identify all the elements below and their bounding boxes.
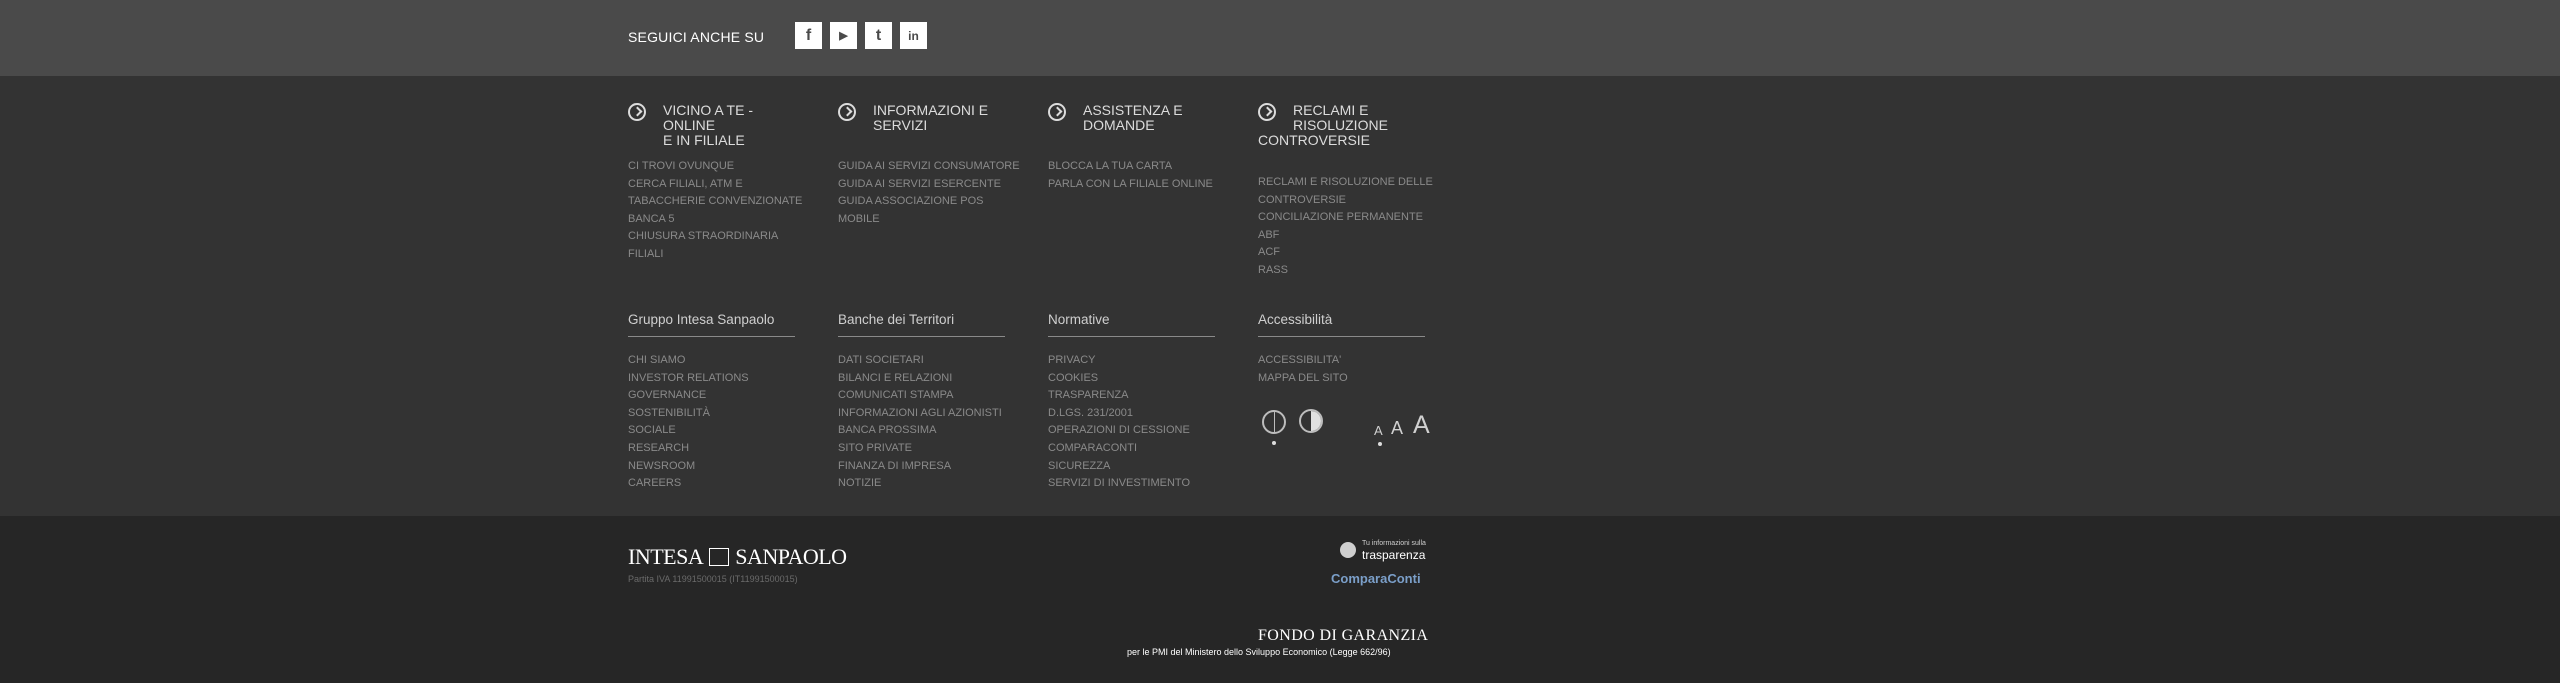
footer-link[interactable]: ACF [1258, 246, 1280, 259]
footer-link[interactable]: INVESTOR RELATIONS [628, 371, 749, 384]
speech-bubble-icon [1340, 542, 1356, 558]
footer-link[interactable]: CONCILIAZIONE PERMANENTE [1258, 211, 1424, 224]
footer-link[interactable]: FILIALI [628, 247, 664, 260]
chevron-circle-icon [1258, 103, 1276, 121]
footer-bottom [0, 516, 2560, 683]
divider [1258, 336, 1425, 337]
chevron-circle-icon [838, 103, 856, 121]
footer-link[interactable]: RESEARCH [628, 441, 690, 454]
vat-number: Partita IVA 11991500015 (IT11991500015) [628, 574, 798, 584]
footer-link[interactable]: CERCA FILIALI, ATM E [628, 177, 743, 190]
footer-main [0, 76, 2560, 516]
footer-link[interactable]: NOTIZIE [838, 477, 882, 490]
linkedin-icon[interactable]: in [900, 22, 927, 49]
font-size-medium[interactable]: A [1391, 418, 1404, 438]
footer-link[interactable]: RASS [1258, 263, 1288, 276]
footer-link[interactable]: GUIDA AI SERVIZI ESERCENTE [838, 177, 1002, 190]
footer-link[interactable]: CHIUSURA STRAORDINARIA [628, 230, 779, 243]
trasparenza-badge[interactable]: Tu informazioni sulla trasparenza [1340, 540, 1426, 562]
footer-link[interactable]: CAREERS [628, 477, 682, 490]
divider [628, 336, 795, 337]
section-links [1048, 352, 1190, 493]
follow-label: SEGUICI ANCHE SU [628, 29, 765, 45]
footer-link[interactable]: D.LGS. 231/2001 [1048, 406, 1134, 419]
social-bar [0, 0, 2560, 76]
section-title-banche: Banche dei Territori [838, 312, 955, 327]
footer-link[interactable]: FINANZA DI IMPRESA [838, 459, 952, 472]
footer-link[interactable]: NEWSROOM [628, 459, 696, 472]
footer-link[interactable]: COOKIES [1048, 371, 1099, 384]
footer-link[interactable]: ACCESSIBILITA' [1258, 354, 1342, 366]
footer-link[interactable]: SOCIALE [628, 424, 676, 437]
footer-link[interactable]: SITO PRIVATE [838, 441, 912, 454]
youtube-icon[interactable]: ▶ [830, 22, 857, 49]
font-size-large[interactable]: A [1413, 411, 1430, 439]
footer-link[interactable]: OPERAZIONI DI CESSIONE [1048, 424, 1190, 437]
footer-link[interactable]: SERVIZI DI INVESTIMENTO [1048, 477, 1191, 490]
column-reclami [1258, 103, 1438, 148]
chevron-circle-icon [628, 103, 646, 121]
column-informazioni-servizi [838, 103, 1018, 133]
divider [1048, 336, 1215, 337]
logo-mark-icon [709, 548, 729, 566]
footer-link[interactable]: RECLAMI E RISOLUZIONE DELLE [1258, 176, 1433, 188]
contrast-high-icon[interactable] [1299, 409, 1323, 433]
footer-link[interactable]: MAPPA DEL SITO [1258, 371, 1348, 384]
contrast-normal-icon[interactable] [1262, 410, 1286, 434]
section-title-normative: Normative [1048, 312, 1110, 327]
footer-link[interactable]: CONTROVERSIE [1258, 193, 1347, 206]
column-title[interactable]: RECLAMI E RISOLUZIONE CONTROVERSIE [1258, 102, 1388, 148]
footer-link[interactable]: PRIVACY [1048, 354, 1096, 366]
column-links [628, 158, 802, 264]
facebook-icon[interactable]: f [795, 22, 822, 49]
selected-indicator [1378, 442, 1382, 446]
selected-indicator [1272, 441, 1276, 445]
footer-link[interactable]: CHI SIAMO [628, 354, 686, 366]
footer-link[interactable]: ABF [1258, 228, 1280, 241]
font-size-small[interactable]: A [1374, 423, 1383, 438]
column-title[interactable]: INFORMAZIONI E SERVIZI [838, 103, 1018, 133]
column-title[interactable]: ASSISTENZA E DOMANDE [1048, 103, 1228, 133]
footer-link[interactable]: BILANCI E RELAZIONI [838, 371, 953, 384]
column-assistenza-domande [1048, 103, 1228, 133]
footer-link[interactable]: TRASPARENZA [1048, 389, 1129, 402]
footer-link[interactable]: BANCA PROSSIMA [838, 424, 937, 437]
section-title-accessibilita: Accessibilità [1258, 312, 1333, 327]
footer-link[interactable]: GUIDA AI SERVIZI CONSUMATORE [838, 160, 1020, 172]
footer-link[interactable]: DATI SOCIETARI [838, 354, 924, 366]
footer-link[interactable]: COMPARACONTI [1048, 441, 1138, 454]
section-links [628, 352, 749, 493]
footer-link[interactable]: SOSTENIBILITÀ [628, 406, 710, 419]
comparaconti-link[interactable]: ComparaConti [1331, 571, 1421, 586]
footer-link[interactable]: BANCA 5 [628, 212, 675, 225]
footer-link[interactable]: INFORMAZIONI AGLI AZIONISTI [838, 406, 1002, 419]
footer-link[interactable]: COMUNICATI STAMPA [838, 389, 954, 402]
footer-link[interactable]: SICUREZZA [1048, 459, 1111, 472]
column-links [838, 158, 1020, 228]
chevron-circle-icon [1048, 103, 1066, 121]
footer-link[interactable]: MOBILE [838, 212, 880, 225]
intesa-sanpaolo-logo[interactable]: INTESA SANPAOLO [628, 544, 847, 569]
footer-link[interactable]: PARLA CON LA FILIALE ONLINE [1048, 177, 1213, 190]
fondo-garanzia-subtitle: per le PMI del Ministero dello Sviluppo Economico (Legge 662/96) [1127, 647, 1391, 657]
section-links [838, 352, 1002, 493]
footer-link[interactable]: BLOCCA LA TUA CARTA [1048, 160, 1173, 172]
fondo-garanzia-title[interactable]: FONDO DI GARANZIA [1258, 627, 1429, 644]
section-links [1258, 352, 1348, 387]
column-vicino-a-te [628, 103, 808, 148]
footer-link[interactable]: TABACCHERIE CONVENZIONATE [628, 195, 803, 208]
column-links [1258, 174, 1433, 280]
column-links [1048, 158, 1213, 193]
divider [838, 336, 1005, 337]
twitter-icon[interactable]: t [865, 22, 892, 49]
section-title-gruppo: Gruppo Intesa Sanpaolo [628, 312, 775, 327]
footer-link[interactable]: GUIDA ASSOCIAZIONE POS [838, 195, 984, 208]
column-title[interactable]: VICINO A TE - ONLINE E IN FILIALE [628, 103, 808, 148]
footer-link[interactable]: GOVERNANCE [628, 389, 707, 402]
footer-link[interactable]: CI TROVI OVUNQUE [628, 160, 735, 172]
